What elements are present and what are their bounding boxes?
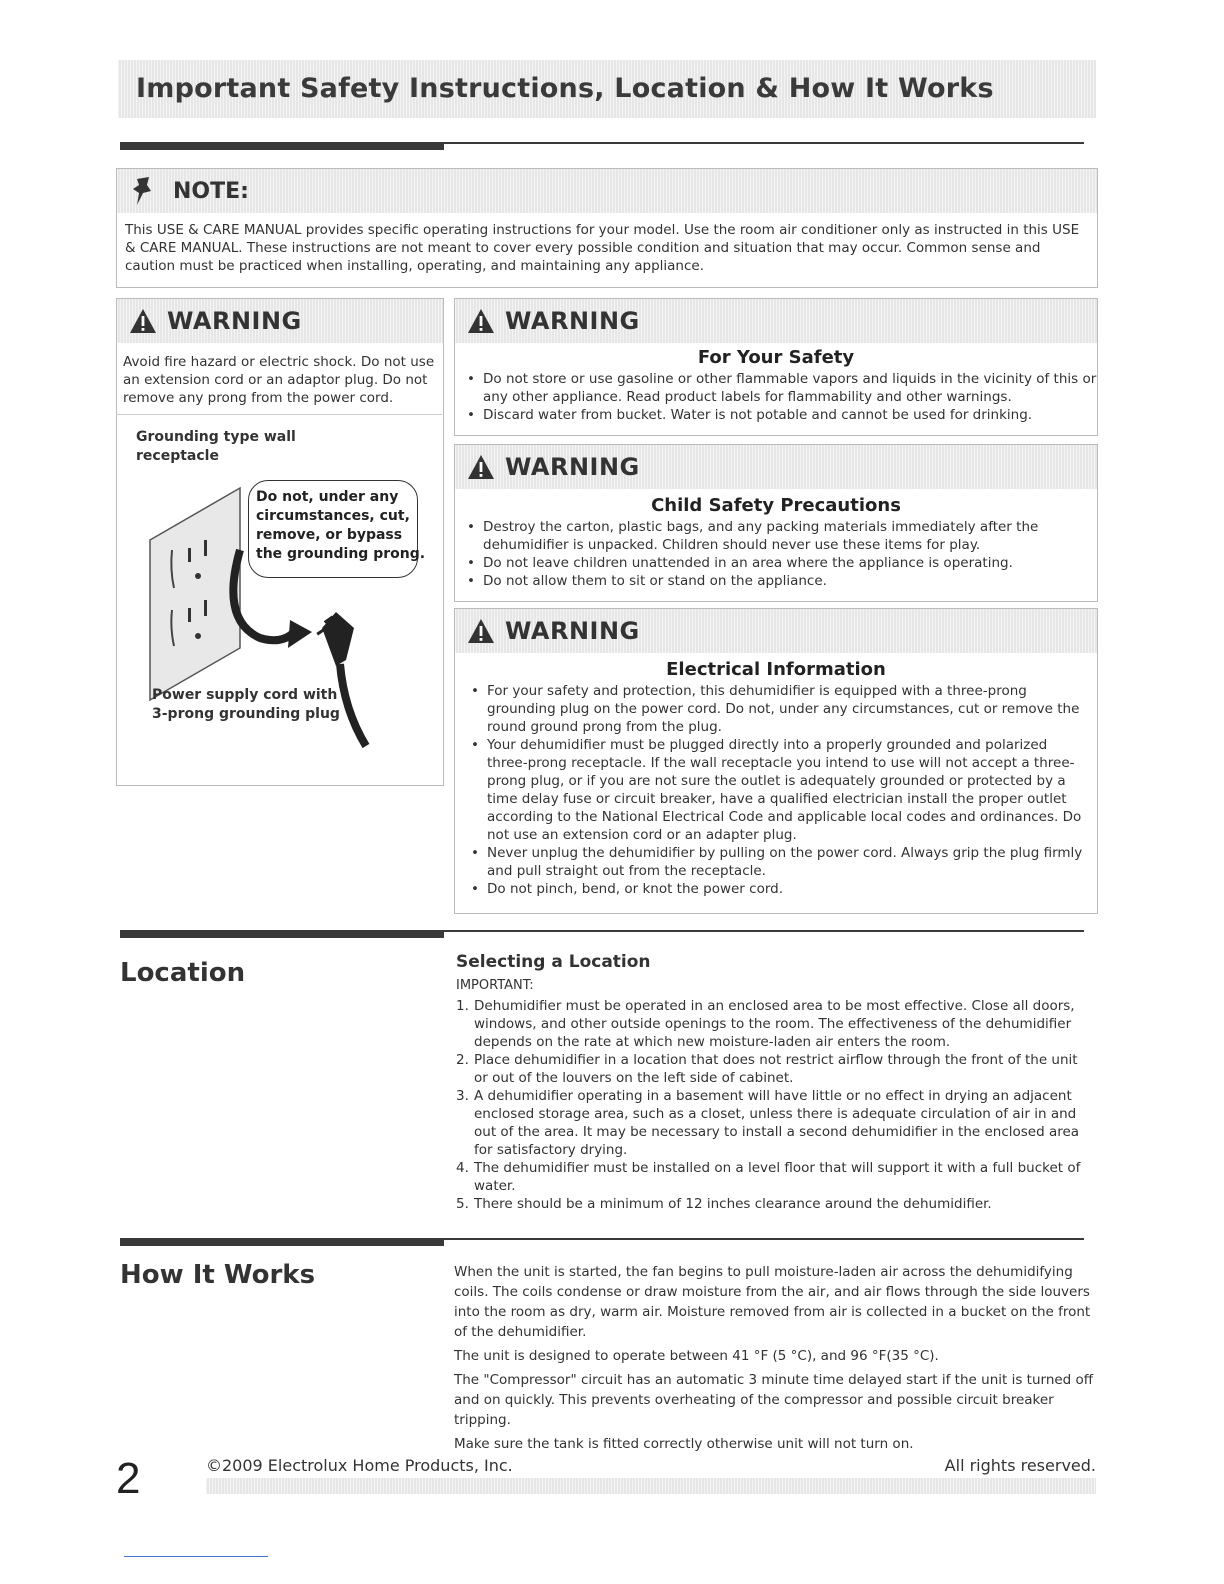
note-box: [116, 168, 1098, 288]
warning-child-list: [455, 518, 1097, 590]
list-item: [456, 997, 1086, 1051]
divider: [116, 414, 442, 415]
section-rule-bar: [120, 930, 444, 938]
cord-label: Power supply cord with 3-prong grounding plug: [152, 687, 340, 722]
item-number: 4.: [456, 1160, 469, 1176]
list-item: • Do not store or use gasoline or other flammable vapors and liquids in the vicinity of this or any other appliance. Read product labels for flammability and other warnings.: [483, 370, 1097, 406]
how-it-works-content: [454, 1262, 1098, 1458]
section-rule-line: [444, 930, 1084, 932]
warning-child-box: [454, 444, 1098, 602]
warning-safety-list: [455, 370, 1097, 424]
callout-text: Do not, under any circumstances, cut, remove, or bypass the grounding prong.: [256, 489, 426, 562]
important-label: IMPORTANT:: [456, 978, 534, 993]
warning-left-text: Avoid fire hazard or electric shock. Do not use an extension cord or an adaptor plug. Do not remove any prong from the power cord.: [123, 354, 435, 406]
warning-child-header: [455, 445, 1097, 489]
item-number: 2.: [456, 1052, 469, 1068]
item-text: There should be a minimum of 12 inches clearance around the dehumidifier.: [474, 1196, 992, 1212]
warning-label: WARNING: [505, 617, 640, 645]
paragraph: Make sure the tank is fitted correctly otherwise unit will not turn on.: [454, 1436, 914, 1452]
warning-triangle-icon: [467, 308, 495, 334]
paragraph: The "Compressor" circuit has an automatic 3 minute time delayed start if the unit is turned off and on quickly. This prevents overheating of the compressor and possible circuit breaker tripping.: [454, 1372, 1094, 1428]
section-rule-bar: [120, 1238, 444, 1246]
list-item: • Your dehumidifier must be plugged directly into a properly grounded and polarized three-prong receptacle. If the wall receptacle you intend to use will not accept a three-prong plug, or if you are not sure the outlet is adequately grounded or protected by a time delay fuse or circuit breaker, have a qualified electrician install the proper outlet according to the National Electrical Code and applicable local codes and ordinances. Do not use an extension cord or an adapter plug.: [487, 736, 1091, 844]
list-item: • Do not leave children unattended in an area where the appliance is operating.: [483, 554, 1097, 572]
page-title-banner: [118, 60, 1096, 118]
location-list: [456, 997, 1086, 1213]
location-content: [456, 952, 1086, 1213]
pushpin-icon: [131, 175, 157, 207]
warning-label: WARNING: [505, 453, 640, 481]
warning-safety-title: For Your Safety: [697, 347, 855, 368]
list-item: • Never unplug the dehumidifier by pulling on the power cord. Always grip the plug firmly and pull straight out from the receptacle.: [487, 844, 1091, 880]
paragraph: The unit is designed to operate between 41 °F (5 °C), and 96 °F(35 °C).: [454, 1348, 939, 1364]
warning-triangle-icon: [129, 308, 157, 334]
warning-label: WARNING: [505, 307, 640, 335]
warning-electrical-list: [455, 682, 1097, 898]
how-it-works-heading: How It Works: [120, 1260, 316, 1290]
warning-electrical-title: Electrical Information: [666, 659, 886, 680]
section-rule-line: [444, 142, 1084, 144]
item-text: Place dehumidifier in a location that does not restrict airflow through the front of the unit or out of the louvers on the left side of cabinet.: [474, 1052, 1078, 1086]
warning-left-header: [117, 299, 443, 343]
warning-electrical-header: [455, 609, 1097, 653]
note-text: This USE & CARE MANUAL provides specific operating instructions for your model. Use the room air conditioner only as instructed in this USE & CARE MANUAL. These instructions are not meant to cover every possible condition and situation that may occur. Common sense and caution must be practiced when installing, operating, and maintaining any appliance.: [125, 222, 1080, 274]
list-item: [456, 1159, 1086, 1195]
item-text: Dehumidifier must be operated in an enclosed area to be most effective. Close all doors, windows, and other outside openings to the room. The effectiveness of the dehumidifier depends on the rate at which new moisture-laden air enters the room.: [474, 998, 1075, 1050]
page-number: 2: [116, 1454, 141, 1503]
item-text: The dehumidifier must be installed on a level floor that will support it with a full bucket of water.: [474, 1160, 1081, 1194]
section-rule-line: [444, 1238, 1084, 1240]
note-header: [117, 169, 1097, 213]
paragraph: When the unit is started, the fan begins to pull moisture-laden air across the dehumidifying coils. The coils condense or draw moisture from the air, and air flows through the side louvers into the room as dry, warm air. Moisture removed from air is collected in a bucket on the front of the dehumidifier.: [454, 1264, 1091, 1340]
list-item: • Do not allow them to sit or stand on the appliance.: [483, 572, 1097, 590]
rights-text: All rights reserved.: [944, 1456, 1096, 1475]
warning-safety-box: [454, 298, 1098, 436]
list-item: • Destroy the carton, plastic bags, and any packing materials immediately after the dehumidifier is unpacked. Children should never use these items for play.: [483, 518, 1097, 554]
warning-child-title: Child Safety Precautions: [651, 495, 901, 516]
list-item: • Do not pinch, bend, or knot the power cord.: [487, 880, 1091, 898]
footer-bar: [206, 1478, 1096, 1494]
list-item: • Discard water from bucket. Water is not potable and cannot be used for drinking.: [483, 406, 1097, 424]
warning-label: WARNING: [167, 307, 302, 335]
item-number: 5.: [456, 1196, 469, 1212]
list-item: • For your safety and protection, this dehumidifier is equipped with a three-prong grounding plug on the power cord. Do not, under any circumstances, cut or remove the round ground prong from the plug.: [487, 682, 1091, 736]
list-item: [456, 1087, 1086, 1159]
page-title: Important Safety Instructions, Location & How It Works: [136, 73, 994, 104]
warning-triangle-icon: [467, 454, 495, 480]
copyright: ©2009 Electrolux Home Products, Inc.: [206, 1456, 513, 1475]
footer-underline: [124, 1556, 268, 1557]
warning-safety-header: [455, 299, 1097, 343]
list-item: [456, 1051, 1086, 1087]
note-label: NOTE:: [173, 179, 249, 204]
list-item: [456, 1195, 1086, 1213]
warning-triangle-icon: [467, 618, 495, 644]
item-text: A dehumidifier operating in a basement will have little or no effect in drying an adjacent enclosed storage area, such as a closet, unless there is adequate circulation of air in and out of the area. It may be necessary to install a second dehumidifier in the enclosed area for satisfactory drying.: [474, 1088, 1080, 1158]
item-number: 1.: [456, 998, 469, 1014]
location-subheading: Selecting a Location: [456, 952, 651, 972]
warning-electrical-box: [454, 608, 1098, 914]
receptacle-label: Grounding type wall receptacle: [136, 429, 296, 464]
item-number: 3.: [456, 1088, 469, 1104]
location-heading: Location: [120, 958, 246, 988]
section-rule-bar: [120, 142, 444, 150]
